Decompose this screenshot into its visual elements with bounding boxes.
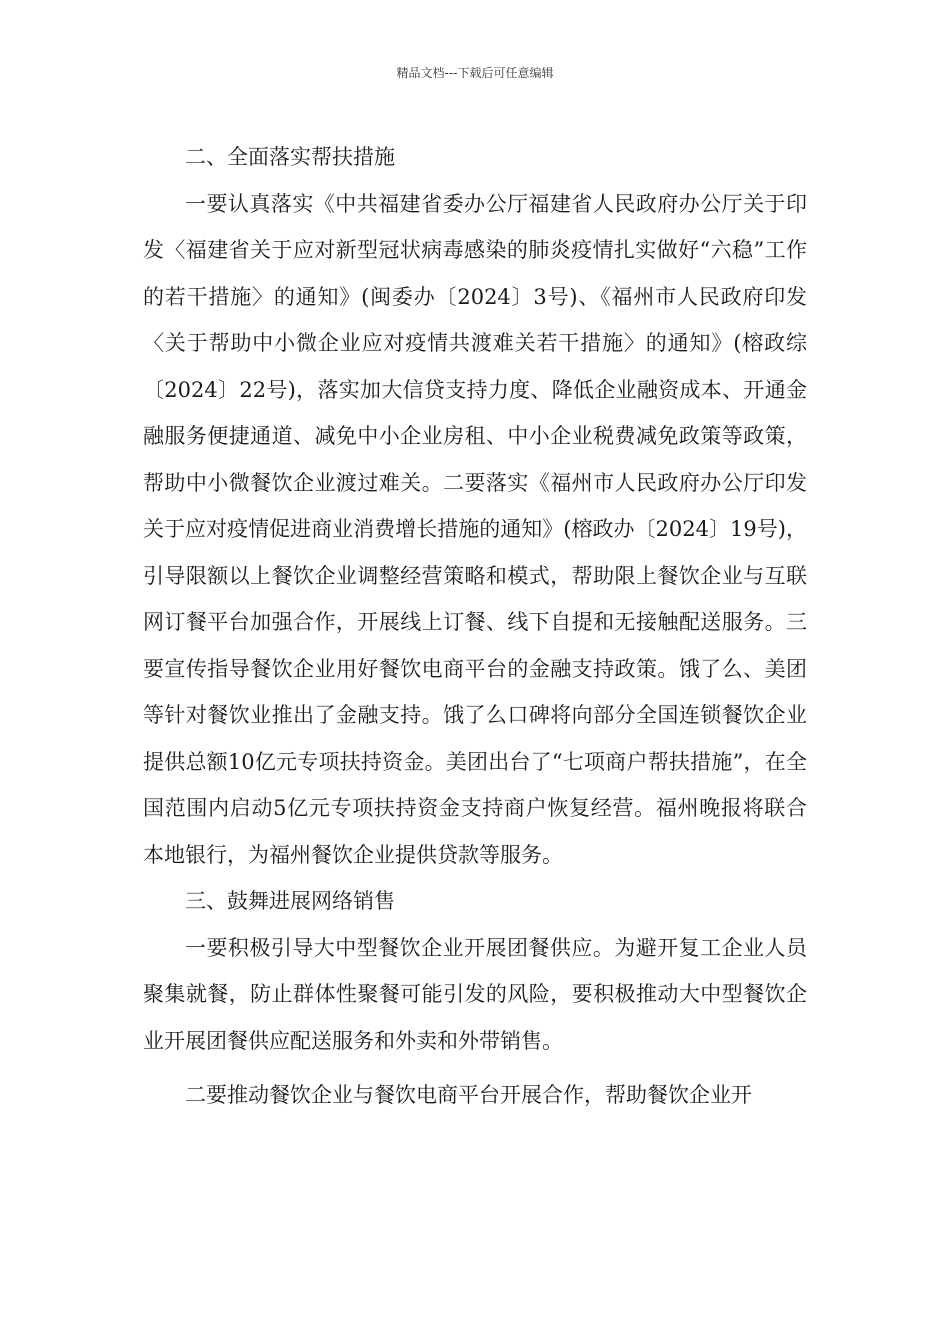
section-heading: 二、全面落实帮扶措施	[185, 145, 395, 169]
paragraph-gap	[143, 1064, 807, 1072]
body-paragraph: 二要推动餐饮企业与餐饮电商平台开展合作，帮助餐饮企业开	[185, 1083, 752, 1107]
body-paragraph: 一要认真落实《中共福建省委办公厅福建省人民政府办公厅关于印发〈福建省关于应对新型冠状病毒感染的肺炎疫情扎实做好“六稳”工作的若干措施〉的通知》(闽委办〔2024〕3号)、《福州市人民政府印发〈关于帮助中小微企业应对疫情共渡难关若干措施〉的通知》(榕政综〔2024〕22号)，落实加大信贷支持力度、降低企业融资成本、开通金融服务便捷通道、减免中小企业房租、中小企业税费减免政策等政策，帮助中小微餐饮企业渡过难关。二要落实《福州市人民政府办公厅印发关于应对疫情促进商业消费增长措施的通知》(榕政办〔2024〕19号)，引导限额以上餐饮企业调整经营策略和模式，帮助限上餐饮企业与互联网订餐平台加强合作，开展线上订餐、线下自提和无接触配送服务。三要宣传指导餐饮企业用好餐饮电商平台的金融支持政策。饿了么、美团等针对餐饮业推出了金融支持。饿了么口碑将向部分全国连锁餐饮企业提供总额10亿元专项扶持资金。美团出台了“七项商户帮扶措施”，在全国范围内启动5亿元专项扶持资金支持商户恢复经营。福州晚报将联合本地银行，为福州餐饮企业提供贷款等服务。	[143, 191, 807, 867]
body-paragraph: 一要积极引导大中型餐饮企业开展团餐供应。为避开复工企业人员聚集就餐，防止群体性聚餐可能引发的风险，要积极推动大中型餐饮企业开展团餐供应配送服务和外卖和外带销售。	[143, 935, 807, 1053]
section-heading: 三、鼓舞进展网络销售	[185, 889, 395, 913]
document-body	[143, 134, 807, 1119]
page-header: 精品文档---下载后可任意编辑	[396, 66, 554, 80]
